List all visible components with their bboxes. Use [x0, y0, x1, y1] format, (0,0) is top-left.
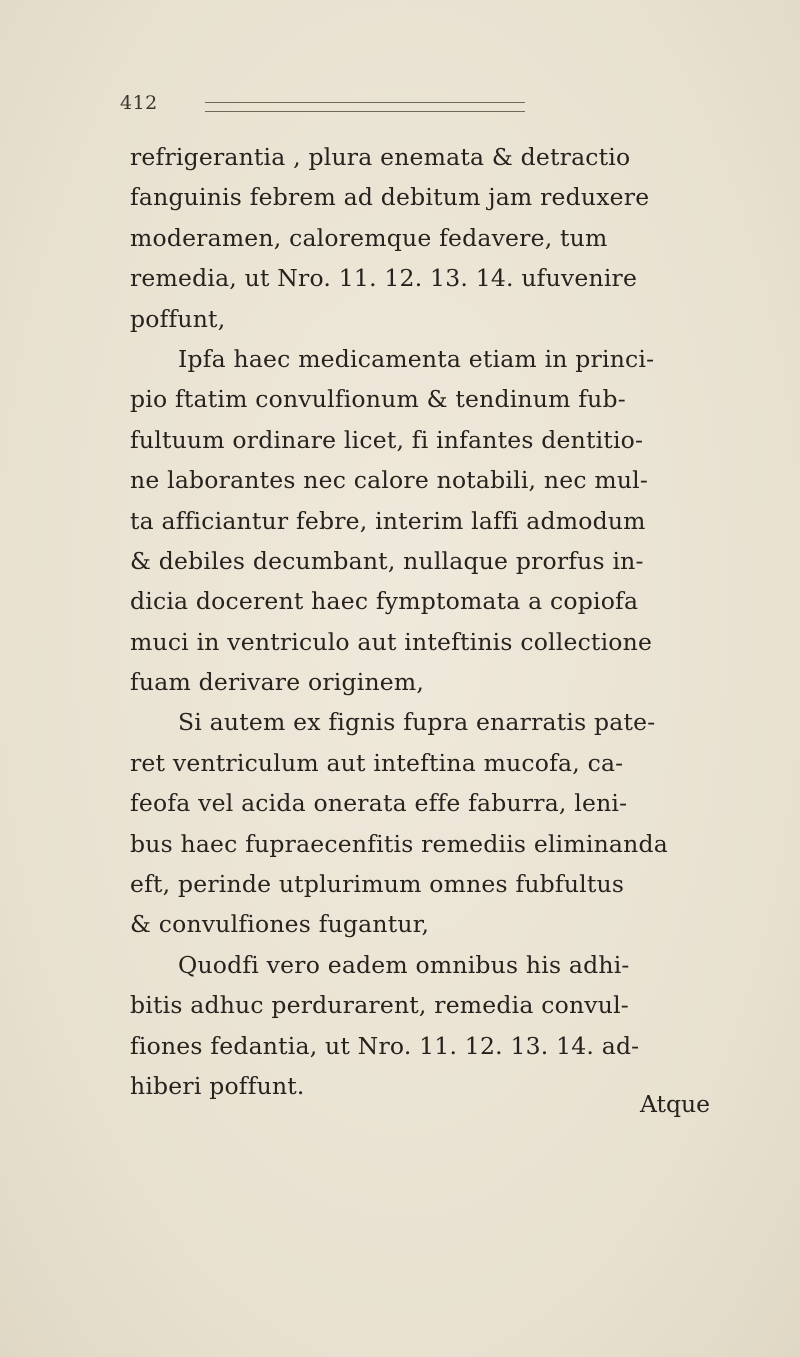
body-text	[130, 137, 730, 1106]
text-line: remedia, ut Nro. 11. 12. 13. 14. ufuvenire	[130, 264, 638, 293]
text-line: ne laborantes nec calore notabili, nec mul-	[130, 466, 649, 495]
text-line: fuam derivare originem,	[130, 668, 425, 697]
text-line: moderamen, caloremque fedavere, tum	[130, 223, 608, 252]
text-line: dicia docerent haec fymptomata a copiofa	[130, 587, 639, 616]
text-line: ret ventriculum aut inteftina mucofa, ca-	[130, 748, 624, 777]
text-line: Si autem ex fignis fupra enarratis pate-	[178, 708, 656, 737]
text-line: feofa vel acida onerata effe faburra, leni-	[130, 789, 628, 818]
text-line: fiones fedantia, ut Nro. 11. 12. 13. 14. ad-	[130, 1031, 640, 1060]
catchword: Atque	[640, 1090, 711, 1118]
text-line: pio ftatim convulfionum & tendinum fub-	[130, 385, 626, 414]
text-line: bus haec fupraecenfitis remediis eliminanda	[130, 829, 668, 858]
header-rule	[205, 102, 525, 112]
text-line: bitis adhuc perdurarent, remedia convul-	[130, 991, 629, 1020]
text-line: ta afficiantur febre, interim laffi admodum	[130, 506, 646, 535]
text-line: poffunt,	[130, 304, 226, 333]
text-line: Ipfa haec medicamenta etiam in princi-	[178, 344, 655, 373]
text-line: hiberi poffunt.	[130, 1071, 305, 1100]
text-line: muci in ventriculo aut inteftinis collectione	[130, 627, 653, 656]
text-line: fanguinis febrem ad debitum jam reduxere	[130, 183, 650, 212]
text-line: refrigerantia , plura enemata & detractio	[130, 143, 631, 171]
text-line: eft, perinde utplurimum omnes fubfultus	[130, 870, 625, 899]
text-line: & debiles decumbant, nullaque prorfus in-	[130, 546, 644, 575]
page-number: 412	[120, 92, 158, 114]
text-line: & convulfiones fugantur,	[130, 910, 430, 939]
text-line: Quodfi vero eadem omnibus his adhi-	[178, 950, 630, 979]
text-line: fultuum ordinare licet, fi infantes dentitio-	[130, 425, 644, 454]
